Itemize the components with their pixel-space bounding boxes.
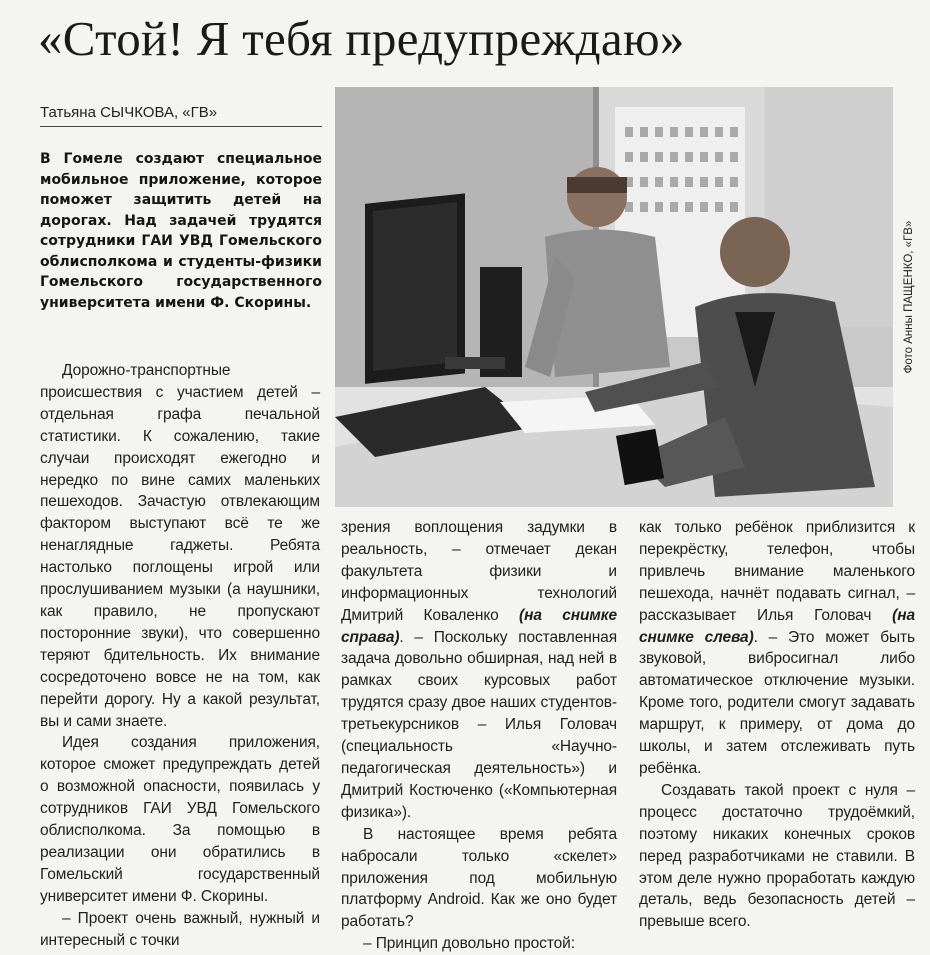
article-photo	[335, 87, 893, 507]
byline-divider	[40, 126, 322, 127]
article-paragraph: Дорожно-транспортные происшествия с участием детей – отдельная графа печальной статистики. К сожалению, такие случаи происходят ежегодно и нередко по вине самих маленьких пешеходов. Зачастую отвлекающим фактором выступают всё те же ненаглядные гаджеты. Ребята настолько поглощены игрой или прослушиванием музыки (а наушники, как правило, не пропускают посторонние звуки), что совершенно теряют бдительность. Их внимание сосредоточено вовсе не на том, как перейти дорогу. Ну а какой результат, вы и сами знаете.	[40, 362, 320, 730]
article-paragraph: В настоящее время ребята набросали только «скелет» приложения под мобильную платформу Android. Как же оно будет работать?	[341, 825, 617, 931]
photo-credit	[895, 87, 923, 507]
article-paragraph: Создавать такой проект с нуля – процесс достаточно трудоёмкий, поэтому никаких конечных сроков перед разработчиками не ставили. В этом деле нужно проработать каждую деталь, ведь безопасность детей – превыше всего.	[639, 781, 915, 931]
article-paragraph	[341, 517, 617, 824]
article-paragraph: – Принцип довольно простой:	[363, 935, 575, 953]
article-paragraph: – Проект очень важный, нужный и интересный с точки	[40, 909, 320, 949]
lead-paragraph: В Гомеле создают специальное мобильное приложение, которое поможет защитить детей на дорогах. Над задачей трудятся сотрудники ГАИ УВД Гомельского облисполкома и студенты-физики Гомельского государственного университета имени Ф. Скорины.	[40, 151, 322, 311]
photo-reference-right: (на снимке справа)	[341, 606, 617, 646]
byline: Татьяна СЫЧКОВА, «ГВ»	[40, 104, 218, 121]
headline: «Стой! Я тебя предупреждаю»	[38, 11, 685, 66]
paragraph-text: зрения воплощения задумки в реальность, – отмечает декан факультета физики и информационных технологий Дмитрий Коваленко	[341, 519, 617, 624]
article-column-2	[341, 517, 617, 955]
article-paragraph	[639, 517, 915, 780]
photo-credit-text: Фото Анны ПАЩЕНКО, «ГВ»	[903, 220, 915, 374]
photo-illustration	[335, 87, 893, 507]
paragraph-text: . – Поскольку поставленная задача довольно обширная, над ней в рамках своих курсовых работ трудятся сразу двое наших студентов-третьекурсников – Илья Головач (специальность «Научно-педагогическая деятельность») и Дмитрий Костюченко («Компьютерная физика»).	[341, 628, 617, 821]
paragraph-text: как только ребёнок приблизится к перекрёстку, телефон, чтобы привлечь внимание маленького пешехода, начнёт подавать сигнал, – рассказывает Илья Головач	[639, 519, 915, 624]
paragraph-text: . – Это может быть звуковой, вибросигнал либо автоматическое отключение музыки. Кроме того, родители смогут задавать маршрут, к примеру, от дома до школы, и затем отслеживать путь ребёнка.	[639, 628, 915, 777]
article-column-3	[639, 517, 915, 933]
article-paragraph: Идея создания приложения, которое сможет предупреждать детей о возможной опасности, появилась у сотрудников ГАИ УВД Гомельского облисполкома. За помощью в реализации они обратились в Гомельский государственный университет имени Ф. Скорины.	[40, 734, 320, 905]
photo-reference-left: (на снимке слева)	[639, 606, 915, 646]
article-column-1	[40, 360, 320, 951]
